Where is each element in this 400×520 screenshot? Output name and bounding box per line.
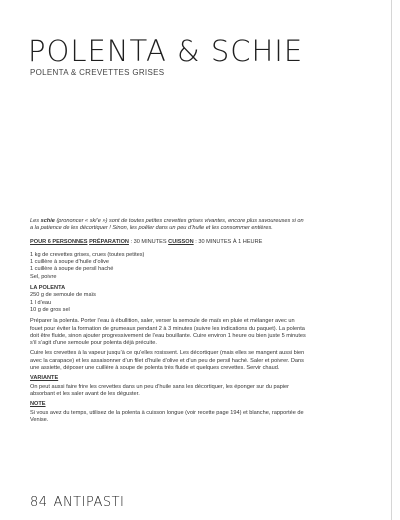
intro-text: (prononcer « ski’e ») sont de toutes petites crevettes grises vivantes, encore plus savoureuses si on a la patience de les décortiquer ! Sinon, les poêler dans un peu d’huile et les consommer entières. <box>30 218 304 232</box>
ingredient-item: 1 cuillère à soupe d’huile d’olive <box>30 259 109 266</box>
ingredient-item: Sel, poivre <box>30 273 57 280</box>
note-text: Si vous avez du temps, utilisez de la polenta à cuisson longue (voir recette page 194) et blanche, rapportée de Venise. <box>30 409 304 423</box>
intro-lead: Les <box>30 218 41 224</box>
ingredients-polenta <box>30 292 306 314</box>
variante-text: On peut aussi faire frire les crevettes dans un peu d’huile sans les décortiquer, les éponger sur du papier absorbant et les saler avant de les déguster. <box>30 383 290 397</box>
variante-heading: VARIANTE <box>30 375 59 382</box>
recipe-intro <box>30 218 306 233</box>
recipe-subtitle: POLENTA & CREVETTES GRISES <box>30 68 165 77</box>
page-edge-rule <box>391 0 392 520</box>
step-paragraph: Cuire les crevettes à la vapeur jusqu’à ce qu’elles rosissent. Les décortiquer (mais elles se mangent aussi bien avec la carapace) et les assaisonner d’un filet d’huile d’olive et d’un peu de persil haché. Saler et poivrer. Dans une assiette, déposer une cuillère à soupe de polenta très fluide et quelques crevettes. Servir chaud. <box>30 350 305 372</box>
ingredient-item: 250 g de semoule de maïs <box>30 292 96 299</box>
recipe-title: POLENTA & SCHIE <box>28 34 304 68</box>
ingredients-main <box>30 252 306 281</box>
cook-value: : 30 MINUTES À 1 HEURE <box>195 238 263 245</box>
step-paragraph: Préparer la polenta. Porter l’eau à ébullition, saler, verser la semoule de maïs en pluie et mélanger avec un fouet pour éviter la formation de grumeaux pendant 2 à 3 minutes (suivre les indications du paquet). La polenta doit être fluide, sinon ajouter progressivement de l’eau bouillante. Cuire environ 1 heure ou bien juste 5 minutes s’il s’agit d’une semoule pour polenta déjà précuite. <box>30 318 306 347</box>
prep-value: : 30 MINUTES <box>130 238 167 245</box>
ingredient-item: 1 l d’eau <box>30 299 52 306</box>
page-number: 84 <box>30 495 48 510</box>
prep-label: PRÉPARATION <box>89 238 129 245</box>
recipe-meta <box>30 239 306 246</box>
intro-keyword: schie <box>40 218 55 224</box>
ingredient-item: 10 g de gros sel <box>30 306 70 313</box>
cook-label: CUISSON <box>168 238 194 245</box>
page-footer <box>30 495 124 510</box>
note-heading: NOTE <box>30 401 46 408</box>
servings: POUR 6 PERSONNES <box>30 238 88 245</box>
ingredient-item: 1 cuillère à soupe de persil haché <box>30 266 114 273</box>
ingredient-item: 1 kg de crevettes grises, crues (toutes petites) <box>30 251 145 258</box>
recipe-body <box>30 218 306 427</box>
polenta-heading: LA POLENTA <box>30 285 66 292</box>
section-name: ANTIPASTI <box>53 495 125 510</box>
